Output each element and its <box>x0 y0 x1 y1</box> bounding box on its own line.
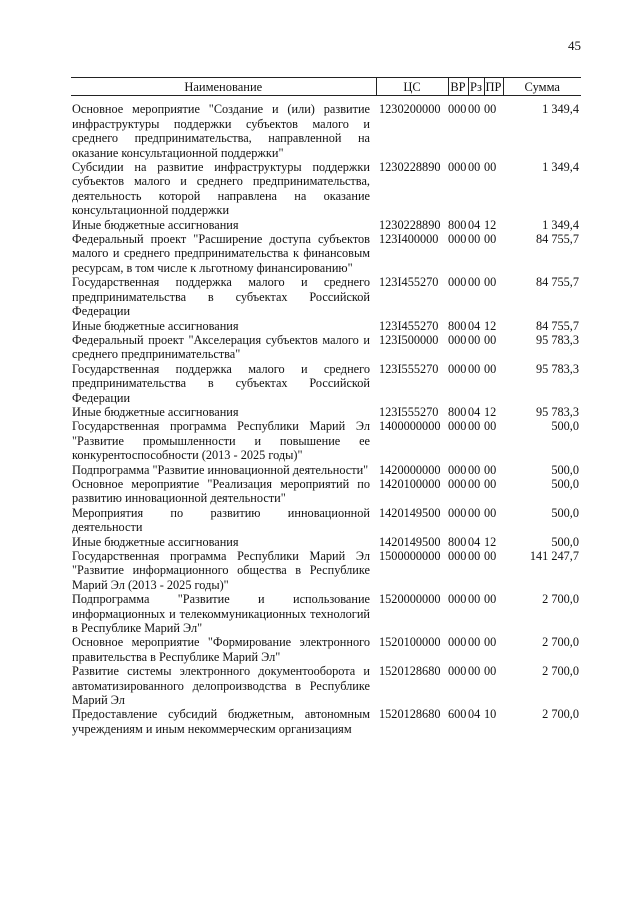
row-sum: 500,0 <box>551 505 579 520</box>
budget-table <box>71 77 581 736</box>
row-name: Государственная программа Республики Марий Эл "Развитие промышленности и повышение ее конкурентоспособности (2013 - 2025 годы)" <box>72 419 370 463</box>
row-pr-code: 00 <box>484 332 497 347</box>
row-name: Развитие системы электронного документооборота и автоматизированного делопроизводства в Республике Марий Эл <box>72 664 370 708</box>
row-rz-code: 04 <box>468 318 481 333</box>
header-rz: Рз <box>468 78 484 96</box>
row-sum: 95 783,3 <box>535 361 579 376</box>
row-sum: 84 755,7 <box>535 232 579 247</box>
table-row <box>71 218 581 232</box>
row-cs-code: 123I400000 <box>379 232 439 247</box>
table-row <box>71 96 581 160</box>
table-row <box>71 362 581 405</box>
row-vr-code: 000 <box>448 476 467 491</box>
table-row <box>71 419 581 462</box>
row-cs-code: 123I500000 <box>379 332 439 347</box>
row-name: Предоставление субсидий бюджетным, автономным учреждениям и иным некоммерческим организациям <box>72 707 370 736</box>
row-vr-code: 000 <box>448 635 467 650</box>
row-cs-code: 1420100000 <box>379 476 441 491</box>
row-sum: 1 349,4 <box>542 217 579 232</box>
table-row <box>71 319 581 333</box>
row-sum: 500,0 <box>551 419 579 434</box>
row-name: Подпрограмма "Развитие и использование информационных и телекоммуникационных технологий в Республике Марий Эл" <box>72 592 370 636</box>
row-cs-code: 1420149500 <box>379 505 441 520</box>
row-cs-code: 123I555270 <box>379 404 439 419</box>
row-vr-code: 000 <box>448 664 467 679</box>
row-rz-code: 00 <box>468 549 481 563</box>
row-rz-code: 00 <box>468 462 481 477</box>
row-rz-code: 00 <box>468 664 481 679</box>
row-pr-code: 00 <box>484 592 497 607</box>
row-rz-code: 00 <box>468 232 481 247</box>
row-vr-code: 000 <box>448 419 467 434</box>
row-rz-code: 00 <box>468 361 481 376</box>
row-pr-code: 12 <box>484 318 497 333</box>
header-sum: Сумма <box>503 78 581 96</box>
row-pr-code: 00 <box>484 361 497 376</box>
row-vr-code: 000 <box>448 332 467 347</box>
row-name: Основное мероприятие "Создание и (или) развитие инфраструктуры поддержки субъектов малого и среднего предпринимательства, направленной на оказание консультационной поддержки" <box>72 102 370 160</box>
header-vr: ВР <box>448 78 468 96</box>
row-sum: 1 349,4 <box>542 160 579 175</box>
row-vr-code: 000 <box>448 462 467 477</box>
row-name: Подпрограмма "Развитие инновационной деятельности" <box>72 462 369 477</box>
row-vr-code: 000 <box>448 505 467 520</box>
row-sum: 2 700,0 <box>542 592 579 607</box>
table-row <box>71 405 581 419</box>
row-vr-code: 800 <box>448 404 467 419</box>
table-row <box>71 664 581 707</box>
table-row <box>71 535 581 549</box>
row-vr-code: 000 <box>448 361 467 376</box>
row-vr-code: 000 <box>448 232 467 247</box>
row-pr-code: 12 <box>484 217 497 232</box>
row-pr-code: 00 <box>484 275 497 290</box>
row-vr-code: 800 <box>448 534 467 549</box>
page-number: 45 <box>568 38 581 53</box>
row-name: Иные бюджетные ассигнования <box>72 217 239 232</box>
row-sum: 84 755,7 <box>535 318 579 333</box>
row-vr-code: 600 <box>448 707 467 722</box>
row-rz-code: 04 <box>468 217 481 232</box>
row-cs-code: 1230228890 <box>379 217 441 232</box>
row-sum: 2 700,0 <box>542 664 579 679</box>
row-name: Государственная программа Республики Марий Эл "Развитие информационного общества в Республике Марий Эл (2013 - 2025 годы)" <box>72 549 370 592</box>
row-cs-code: 1420000000 <box>379 462 441 477</box>
table-row <box>71 160 581 218</box>
row-cs-code: 1230228890 <box>379 160 441 175</box>
row-vr-code: 000 <box>448 102 467 117</box>
row-rz-code: 00 <box>468 332 481 347</box>
table-body <box>71 96 581 736</box>
row-name: Федеральный проект "Акселерация субъектов малого и среднего предпринимательства" <box>72 332 370 362</box>
row-rz-code: 00 <box>468 592 481 607</box>
row-pr-code: 10 <box>484 707 497 722</box>
row-name: Основное мероприятие "Формирование электронного правительства в Республике Марий Эл" <box>72 635 370 664</box>
row-name: Иные бюджетные ассигнования <box>72 534 239 549</box>
row-vr-code: 000 <box>448 549 467 563</box>
row-sum: 141 247,7 <box>529 549 579 563</box>
table-row <box>71 477 581 506</box>
row-rz-code: 00 <box>468 505 481 520</box>
row-cs-code: 1230200000 <box>379 102 441 117</box>
row-rz-code: 00 <box>468 275 481 290</box>
row-rz-code: 04 <box>468 707 481 722</box>
table-row <box>71 333 581 362</box>
row-pr-code: 00 <box>484 635 497 650</box>
table-row <box>71 275 581 318</box>
row-vr-code: 000 <box>448 592 467 607</box>
row-rz-code: 00 <box>468 476 481 491</box>
row-sum: 2 700,0 <box>542 707 579 722</box>
row-rz-code: 00 <box>468 102 481 117</box>
table-row <box>71 549 581 592</box>
row-pr-code: 00 <box>484 232 497 247</box>
row-pr-code: 00 <box>484 419 497 434</box>
header-pr: ПР <box>484 78 503 96</box>
row-pr-code: 00 <box>484 664 497 679</box>
row-cs-code: 123I455270 <box>379 275 439 290</box>
table-row <box>71 463 581 477</box>
row-pr-code: 00 <box>484 476 497 491</box>
row-sum: 95 783,3 <box>535 332 579 347</box>
row-vr-code: 800 <box>448 318 467 333</box>
row-pr-code: 00 <box>484 102 497 117</box>
table-row <box>71 232 581 275</box>
row-rz-code: 00 <box>468 419 481 434</box>
row-name: Мероприятия по развитию инновационной деятельности <box>72 505 370 535</box>
table-header <box>71 78 581 96</box>
row-cs-code: 123I455270 <box>379 318 439 333</box>
row-vr-code: 000 <box>448 275 467 290</box>
row-name: Государственная поддержка малого и среднего предпринимательства в субъектах Российской Федерации <box>72 275 370 319</box>
row-sum: 500,0 <box>551 534 579 549</box>
row-cs-code: 123I555270 <box>379 361 439 376</box>
header-cs: ЦС <box>376 78 448 96</box>
row-cs-code: 1520100000 <box>379 635 441 650</box>
row-cs-code: 1400000000 <box>379 419 441 434</box>
row-rz-code: 04 <box>468 404 481 419</box>
table-row <box>71 635 581 664</box>
row-cs-code: 1420149500 <box>379 534 441 549</box>
row-pr-code: 00 <box>484 549 497 563</box>
row-sum: 84 755,7 <box>535 275 579 290</box>
row-cs-code: 1500000000 <box>379 549 441 563</box>
row-rz-code: 00 <box>468 635 481 650</box>
row-sum: 95 783,3 <box>535 404 579 419</box>
row-name: Иные бюджетные ассигнования <box>72 404 239 419</box>
row-name: Иные бюджетные ассигнования <box>72 318 239 333</box>
row-cs-code: 1520128680 <box>379 707 441 722</box>
table-row <box>71 506 581 535</box>
row-sum: 500,0 <box>551 476 579 491</box>
row-sum: 1 349,4 <box>542 102 579 117</box>
header-name: Наименование <box>71 78 376 96</box>
row-pr-code: 12 <box>484 534 497 549</box>
row-pr-code: 00 <box>484 505 497 520</box>
row-cs-code: 1520000000 <box>379 592 441 607</box>
table-row <box>71 707 581 736</box>
row-pr-code: 00 <box>484 160 497 175</box>
budget-table-container <box>71 77 581 736</box>
row-pr-code: 12 <box>484 404 497 419</box>
row-pr-code: 00 <box>484 462 497 477</box>
row-name: Субсидии на развитие инфраструктуры поддержки субъектов малого и среднего предпринимательства, деятельность которой направлена на оказание консультационной поддержки <box>72 160 370 218</box>
row-sum: 500,0 <box>551 462 579 477</box>
table-row <box>71 592 581 635</box>
row-rz-code: 04 <box>468 534 481 549</box>
row-rz-code: 00 <box>468 160 481 175</box>
row-vr-code: 800 <box>448 217 467 232</box>
row-name: Основное мероприятие "Реализация мероприятий по развитию инновационной деятельности" <box>72 476 370 506</box>
row-cs-code: 1520128680 <box>379 664 441 679</box>
row-sum: 2 700,0 <box>542 635 579 650</box>
row-name: Федеральный проект "Расширение доступа субъектов малого и среднего предпринимательства к финансовым ресурсам, в том числе к льготному финансированию" <box>72 232 370 275</box>
row-name: Государственная поддержка малого и среднего предпринимательства в субъектах Российской Федерации <box>72 361 370 405</box>
row-vr-code: 000 <box>448 160 467 175</box>
